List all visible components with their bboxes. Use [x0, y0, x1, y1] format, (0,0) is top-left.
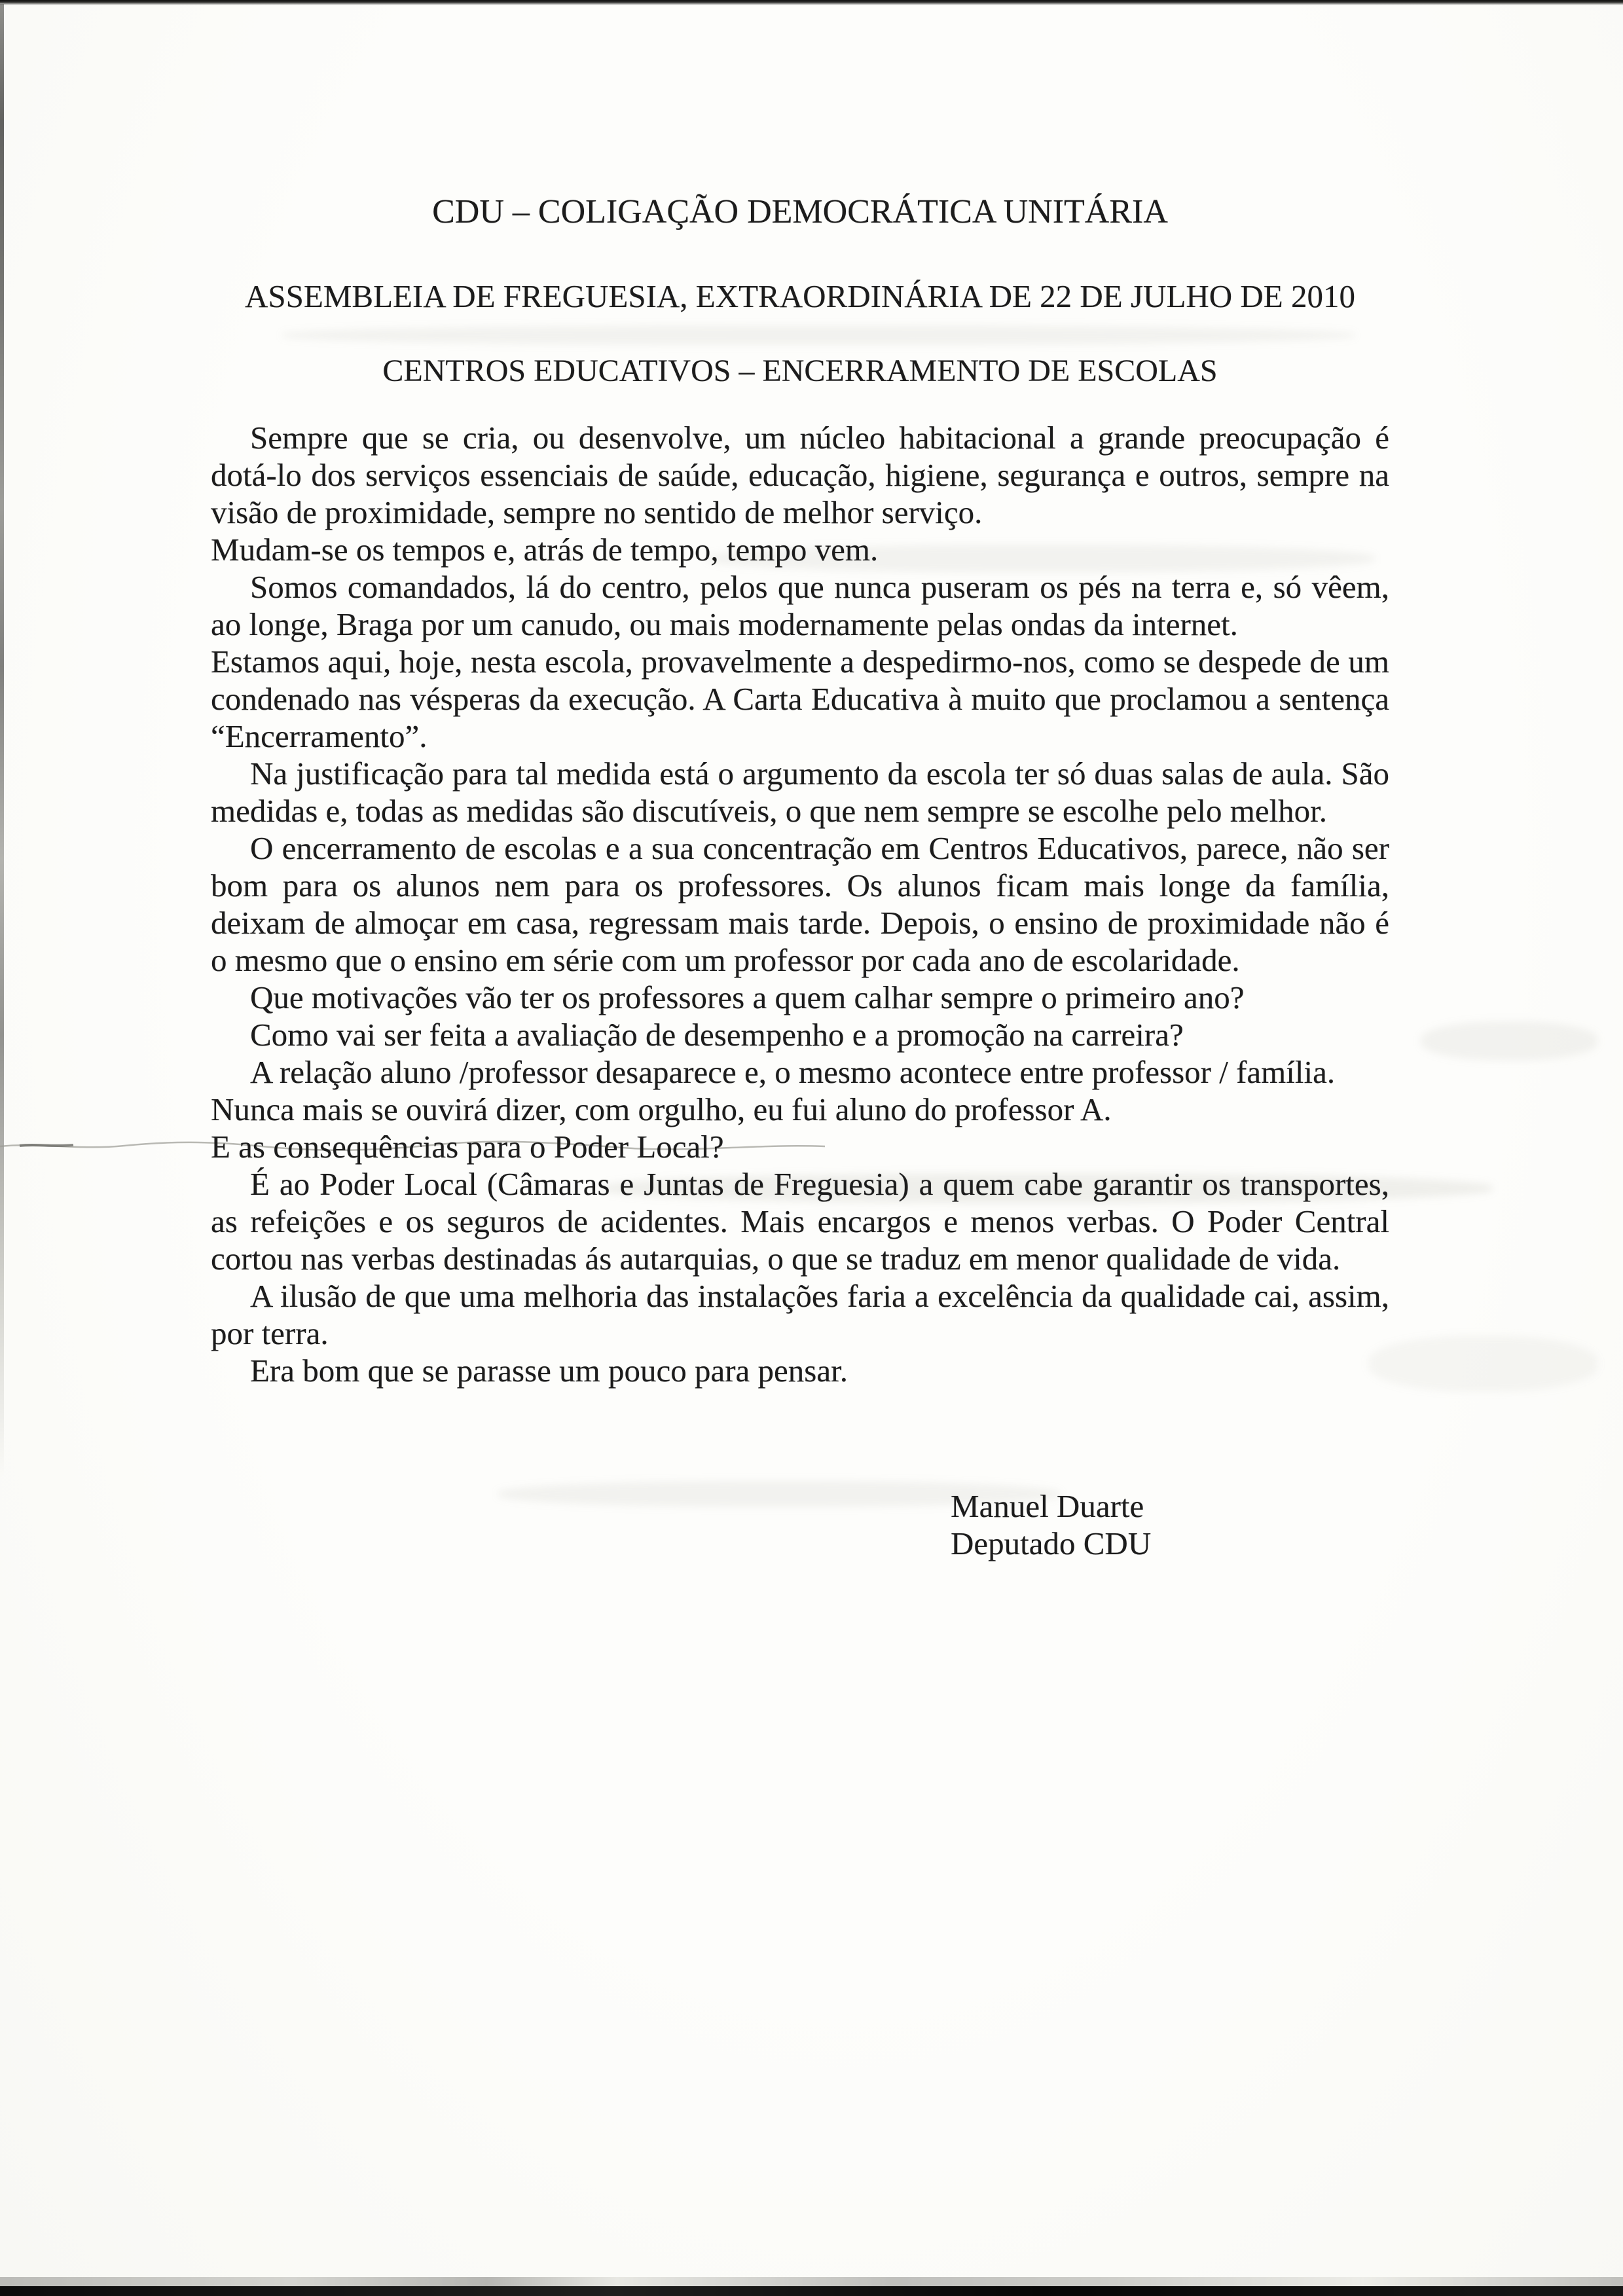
signature-name: Manuel Duarte	[951, 1488, 1144, 1524]
document-paragraph: O encerramento de escolas e a sua concentração em Centros Educativos, parece, não ser bom para os alunos nem para os professores. Os alunos ficam mais longe da família, deixam de almoçar em casa, regressam mais tarde. Depois, o ensino de proximidade não é o mesmo que o ensino em série com um professor por cada ano de escolaridade.	[211, 830, 1389, 978]
document-paragraph: E as consequências para o Poder Local?	[211, 1129, 724, 1165]
scan-edge-bottom	[0, 2286, 1623, 2296]
document-paragraph: Que motivações vão ter os professores a quem calhar sempre o primeiro ano?	[250, 979, 1245, 1015]
document-paragraph: Nunca mais se ouvirá dizer, com orgulho, eu fui aluno do professor A.	[211, 1091, 1112, 1127]
subject-line: CENTROS EDUCATIVOS – ENCERRAMENTO DE ESCOLAS	[382, 354, 1218, 388]
document-title: CDU – COLIGAÇÃO DEMOCRÁTICA UNITÁRIA	[432, 193, 1168, 230]
document-paragraph: Na justificação para tal medida está o argumento da escola ter só duas salas de aula. São medidas e, todas as medidas são discutíveis, o que nem sempre se escolhe pelo melhor.	[211, 756, 1389, 829]
signature-role: Deputado CDU	[951, 1525, 1152, 1561]
document-paragraph: A ilusão de que uma melhoria das instalações faria a excelência da qualidade cai, assim, por terra.	[211, 1278, 1389, 1351]
document-paragraph: É ao Poder Local (Câmaras e Juntas de Freguesia) a quem cabe garantir os transportes, as refeições e os seguros de acidentes. Mais encargos e menos verbas. O Poder Central cortou nas verbas destinadas ás autarquias, o que se traduz em menor qualidade de vida.	[211, 1166, 1389, 1277]
document-paragraph: Somos comandados, lá do centro, pelos que nunca puseram os pés na terra e, só vêem, ao longe, Braga por um canudo, ou mais modernamente pelas ondas da internet.	[211, 569, 1389, 642]
document-paragraph: Mudam-se os tempos e, atrás de tempo, tempo vem.	[211, 532, 879, 568]
document-paragraph: Era bom que se parasse um pouco para pensar.	[250, 1353, 848, 1389]
document-body	[211, 419, 1389, 1389]
document-paragraph: A relação aluno /professor desaparece e, o mesmo acontece entre professor / família.	[250, 1054, 1336, 1090]
document-paragraph: Como vai ser feita a avaliação de desempenho e a promoção na carreira?	[250, 1017, 1184, 1053]
assembly-meeting-line: ASSEMBLEIA DE FREGUESIA, EXTRAORDINÁRIA DE 22 DE JULHO DE 2010	[245, 278, 1355, 314]
signature-block	[951, 1487, 1389, 1562]
document-paragraph: Sempre que se cria, ou desenvolve, um núcleo habitacional a grande preocupação é dotá-lo dos serviços essenciais de saúde, educação, higiene, segurança e outros, sempre na visão de proximidade, sempre no sentido de melhor serviço.	[211, 420, 1389, 530]
document-paragraph: Estamos aqui, hoje, nesta escola, provavelmente a despedirmo-nos, como se despede de um condenado nas vésperas da execução. A Carta Educativa à muito que proclamou a sentença “Encerramento”.	[211, 644, 1389, 754]
